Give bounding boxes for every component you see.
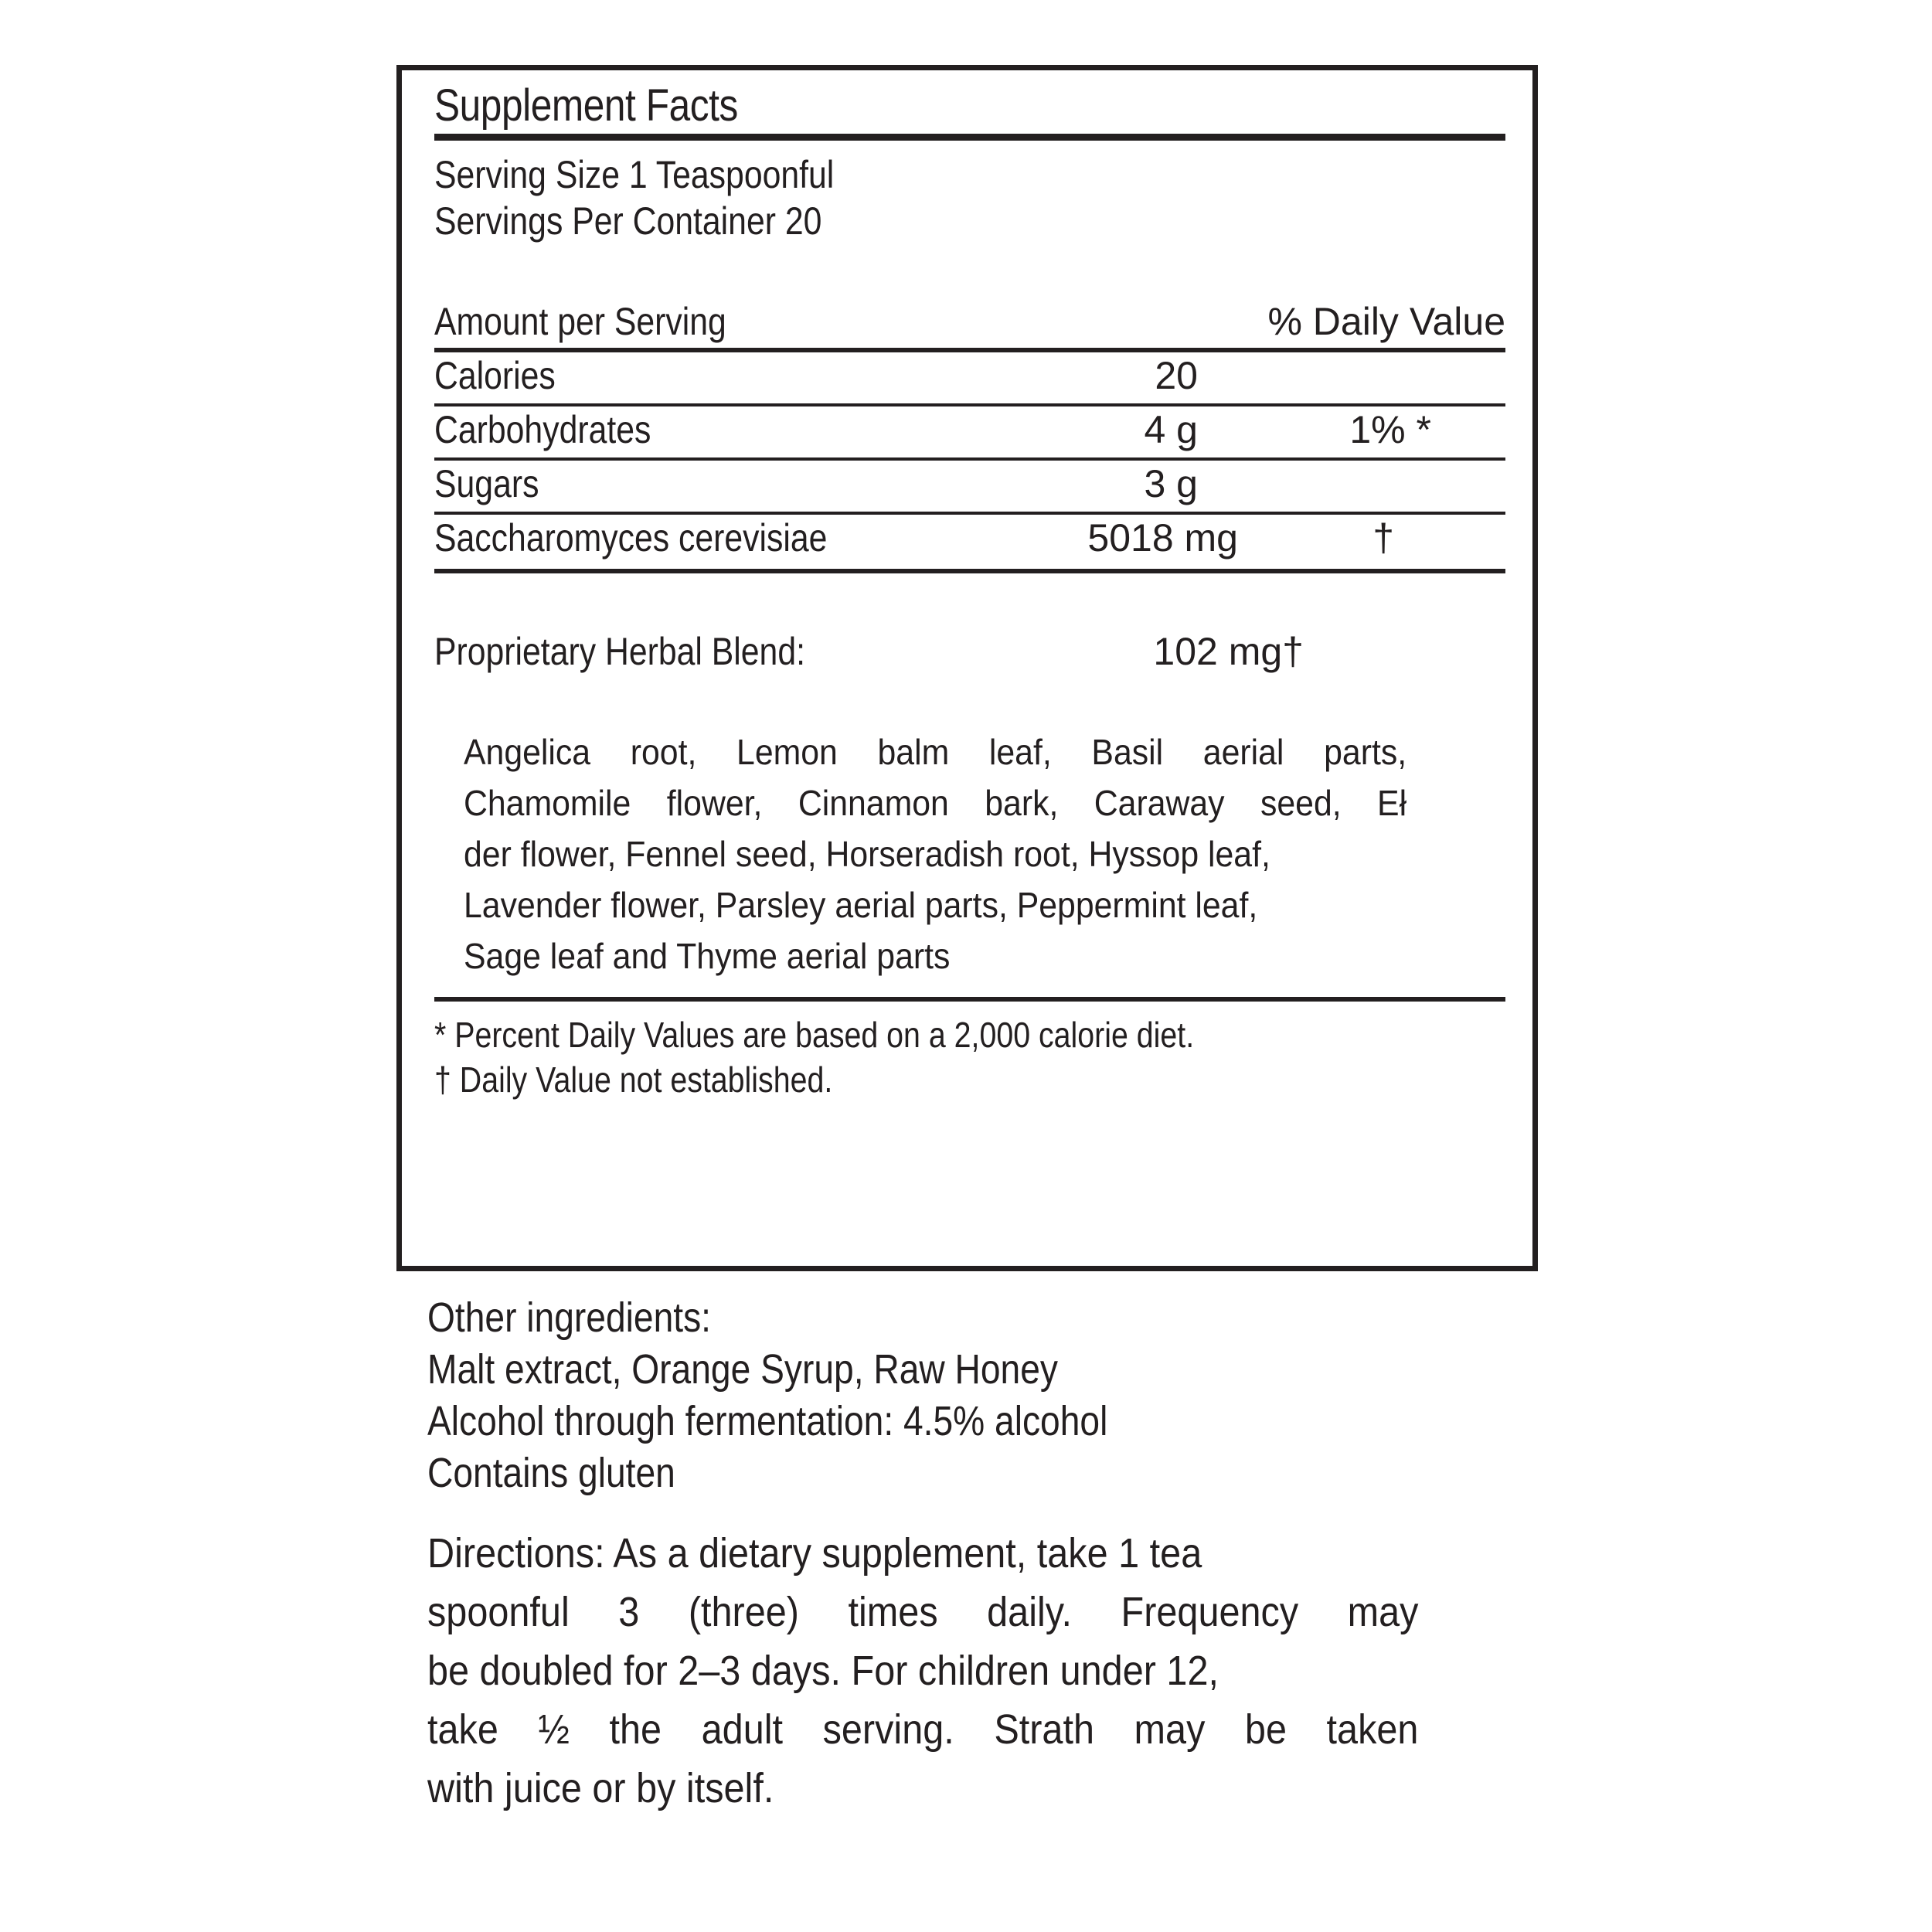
- table-header-row: [434, 298, 1505, 348]
- ingredient-line: Angelica root, Lemon balm leaf, Basil aerial parts,: [464, 732, 1407, 772]
- proprietary-blend-name: Proprietary Herbal Blend:: [434, 630, 805, 673]
- spacer: [434, 141, 1505, 151]
- spacer: [434, 573, 1505, 628]
- supplement-facts-panel: [396, 65, 1538, 1271]
- directions-line: with juice or by itself.: [427, 1765, 774, 1811]
- nutrient-name: Carbohydrates: [434, 408, 651, 451]
- rule-under-title: [434, 134, 1505, 141]
- servings-per-container: Servings Per Container 20: [434, 199, 822, 243]
- spacer: [434, 683, 1505, 726]
- table-row: [434, 352, 1505, 403]
- amount-per-serving-header: Amount per Serving: [434, 300, 726, 343]
- nutrient-amount: 5018 mg: [1087, 516, 1238, 560]
- table-row: [434, 406, 1505, 457]
- ingredient-line: Lavender flower, Parsley aerial parts, Peppermint leaf,: [464, 885, 1258, 925]
- ingredient-line: Chamomile flower, Cinnamon bark, Caraway seed, Eł: [464, 783, 1407, 823]
- spacer: [434, 1002, 1505, 1012]
- nutrient-daily-value: 1% *: [1349, 408, 1431, 451]
- nutrient-name: Saccharomyces cerevisiae: [434, 516, 828, 560]
- ingredient-line: der flower, Fennel seed, Horseradish root, Hyssop leaf,: [464, 834, 1270, 874]
- ingredient-line: Sage leaf and Thyme aerial parts: [464, 936, 951, 976]
- directions-line: spoonful 3 (three) times daily. Frequency may: [427, 1589, 1419, 1635]
- nutrient-amount: 4 g: [1144, 408, 1198, 451]
- footnote-daily-value-basis: * Percent Daily Values are based on a 2,000 calorie diet.: [434, 1015, 1195, 1055]
- directions-line: Directions: As a dietary supplement, take 1 tea: [427, 1530, 1202, 1577]
- nutrient-amount: 3 g: [1144, 462, 1198, 505]
- nutrient-name: Sugars: [434, 462, 539, 505]
- footnote-dagger: † Daily Value not established.: [434, 1060, 833, 1100]
- gluten-statement: Contains gluten: [427, 1450, 675, 1496]
- other-ingredients-heading: Other ingredients:: [427, 1294, 711, 1341]
- panel-title: Supplement Facts: [434, 80, 738, 131]
- directions-line: take ½ the adult serving. Strath may be taken: [427, 1706, 1419, 1753]
- herbal-ingredients-list: [464, 726, 1478, 981]
- daily-value-header: % Daily Value: [1267, 300, 1505, 343]
- proprietary-blend-amount: 102 mg†: [1153, 630, 1304, 673]
- label-body-text: [427, 1292, 1548, 1818]
- directions-block: [427, 1524, 1529, 1818]
- other-ingredients-list: Malt extract, Orange Syrup, Raw Honey: [427, 1346, 1059, 1393]
- directions-line: be doubled for 2–3 days. For children under 12,: [427, 1648, 1219, 1694]
- nutrient-amount: 20: [1155, 354, 1198, 397]
- proprietary-blend-row: [434, 628, 1505, 683]
- nutrient-name: Calories: [434, 354, 556, 397]
- supplement-facts-inner: [434, 78, 1505, 1102]
- spacer: [434, 981, 1505, 997]
- nutrient-daily-value: †: [1372, 516, 1394, 560]
- alcohol-statement: Alcohol through fermentation: 4.5% alcohol: [427, 1398, 1108, 1444]
- table-row: [434, 461, 1505, 512]
- serving-size: Serving Size 1 Teaspoonful: [434, 153, 835, 196]
- table-row: [434, 515, 1505, 569]
- spacer: [434, 244, 1505, 298]
